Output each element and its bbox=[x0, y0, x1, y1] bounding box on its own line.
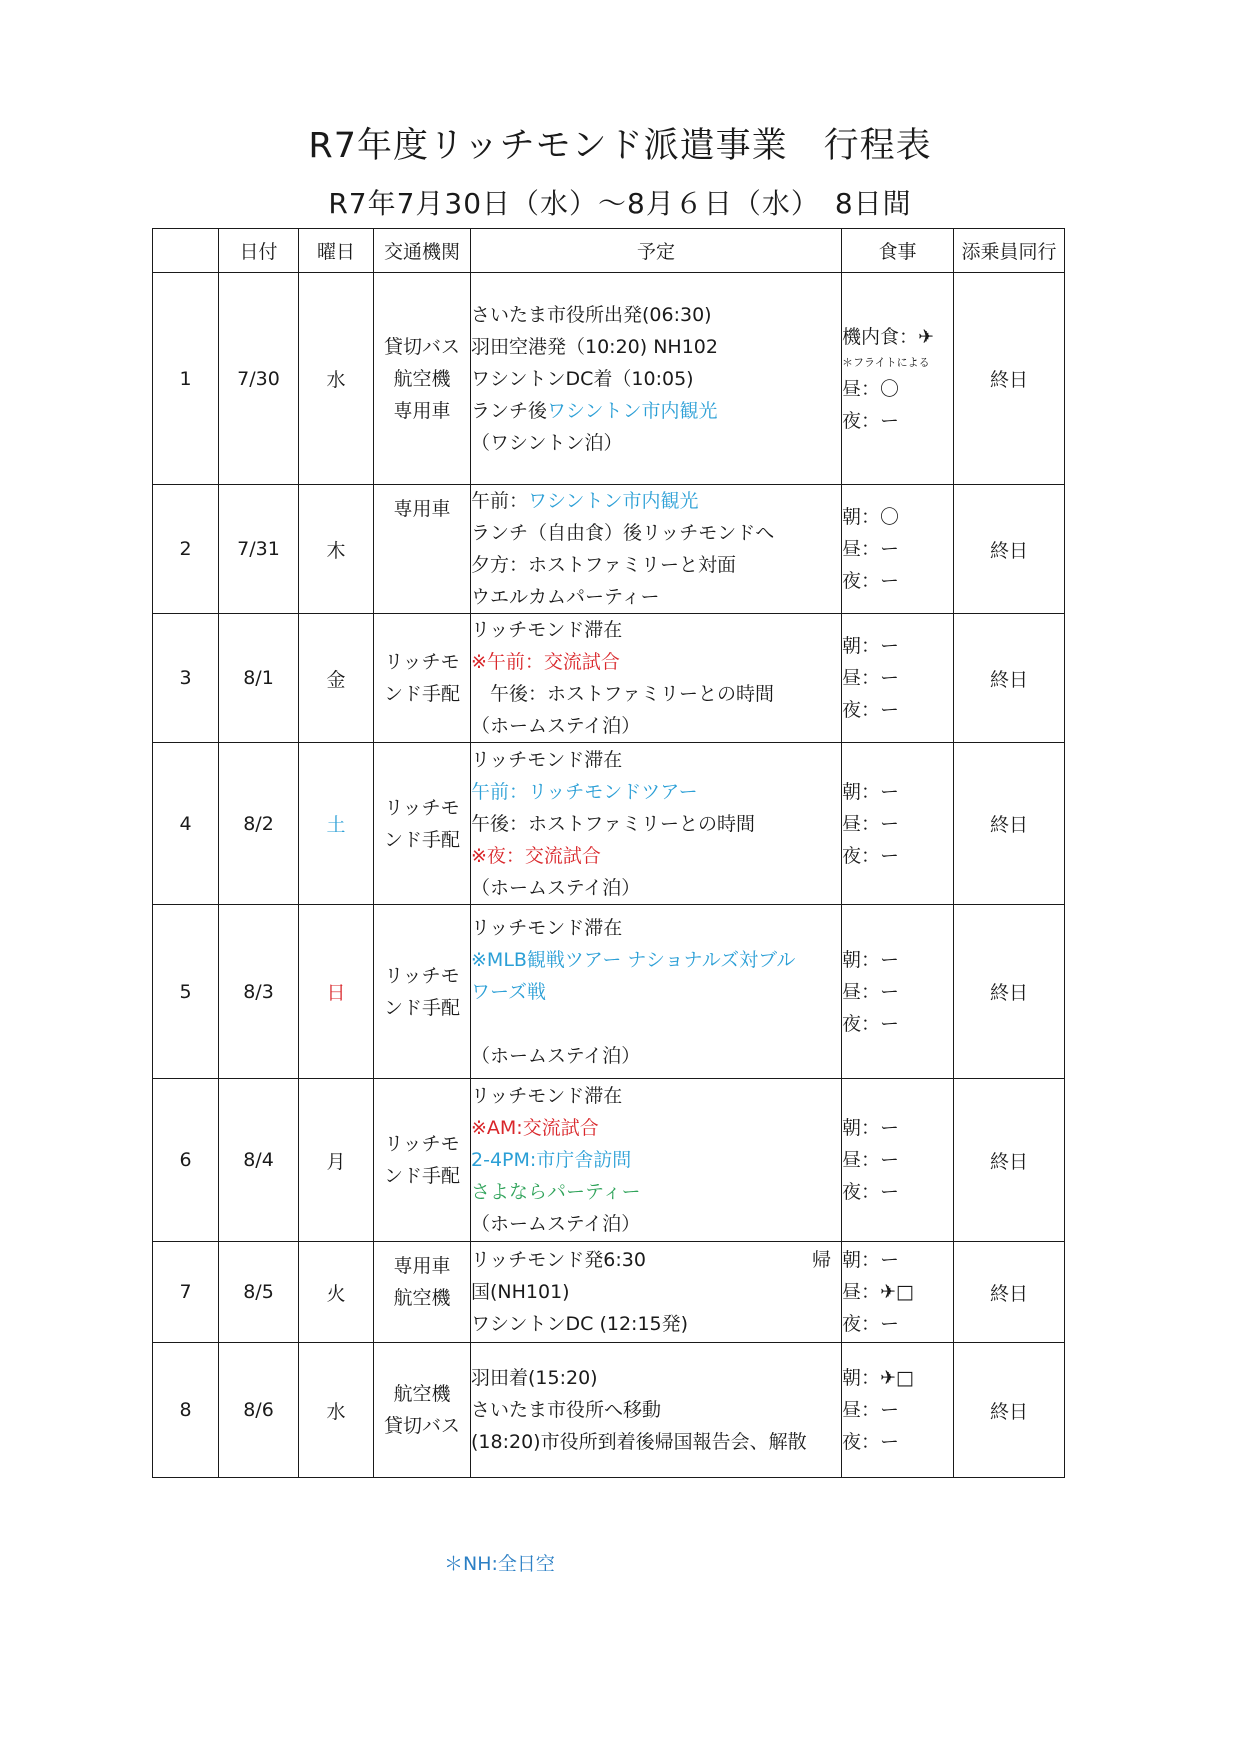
plan-line bbox=[471, 485, 841, 517]
plan-line bbox=[471, 1394, 841, 1426]
plan-line bbox=[471, 872, 841, 904]
row-plan bbox=[471, 485, 842, 614]
table-header-row bbox=[153, 229, 1065, 273]
transport-line: 航空機 bbox=[393, 1383, 451, 1405]
plan-text: ※AM:交流試合 bbox=[471, 1117, 599, 1139]
row-meals bbox=[842, 485, 954, 614]
plan-line bbox=[471, 1008, 841, 1040]
plan-line bbox=[471, 678, 841, 710]
meal-line: 昼：✈□ bbox=[842, 1281, 914, 1303]
row-escort: 終日 bbox=[954, 743, 1065, 905]
transport-line: 専用車 bbox=[393, 399, 451, 422]
row-escort: 終日 bbox=[954, 1242, 1065, 1343]
meal-line: 朝：ー bbox=[842, 1117, 900, 1139]
meal-line: 昼：ー bbox=[842, 812, 900, 835]
plan-line bbox=[471, 1362, 841, 1394]
plan-text: 午後：ホストファミリーとの時間 bbox=[471, 683, 775, 705]
plan-text: ※夜：交流試合 bbox=[471, 844, 601, 867]
row-meals bbox=[842, 1242, 954, 1343]
row-date: 8/5 bbox=[219, 1242, 299, 1343]
itinerary-table bbox=[152, 228, 1065, 1478]
meal-line: 夜：ー bbox=[842, 570, 900, 592]
table-row bbox=[153, 614, 1065, 743]
document-subtitle: R7年7月30日（水）～8月６日（水） 8日間 bbox=[328, 187, 912, 220]
plan-text: ワシントン市内観光 bbox=[547, 399, 718, 422]
plan-text: ウエルカムパーティー bbox=[471, 586, 660, 608]
transport-line: 貸切バス bbox=[383, 1415, 460, 1437]
row-transport bbox=[374, 273, 471, 485]
row-date: 8/1 bbox=[219, 614, 299, 743]
row-number: 7 bbox=[153, 1242, 219, 1343]
transport-line: リッチモ bbox=[384, 964, 460, 987]
meal-line: 夜：ー bbox=[842, 844, 900, 867]
meal-note: ＊フライトによる bbox=[842, 355, 930, 369]
row-number: 5 bbox=[153, 905, 219, 1079]
row-escort: 終日 bbox=[954, 1079, 1065, 1242]
plan-line bbox=[471, 1080, 841, 1112]
row-transport bbox=[374, 1242, 471, 1343]
plan-line bbox=[471, 944, 841, 976]
meal-line: 昼：ー bbox=[842, 667, 900, 689]
transport-line: 貸切バス bbox=[383, 335, 460, 358]
transport-line: リッチモ bbox=[384, 796, 460, 819]
row-date: 8/4 bbox=[219, 1079, 299, 1242]
row-transport bbox=[374, 485, 471, 614]
row-escort: 終日 bbox=[954, 1343, 1065, 1478]
plan-text: 夕方：ホストファミリーと対面 bbox=[471, 554, 737, 576]
plan-line bbox=[471, 976, 841, 1008]
plan-line bbox=[471, 614, 841, 646]
plan-line bbox=[471, 331, 841, 363]
plan-text: 羽田着(15:20) bbox=[471, 1367, 598, 1389]
header-transport: 交通機関 bbox=[374, 229, 471, 273]
plan-line bbox=[471, 1426, 841, 1458]
row-weekday: 土 bbox=[299, 743, 374, 905]
plan-text: （ホームステイ泊） bbox=[471, 1044, 641, 1067]
plan-line bbox=[471, 549, 841, 581]
row-escort: 終日 bbox=[954, 273, 1065, 485]
plan-text: (18:20)市役所到着後帰国報告会、解散 bbox=[471, 1431, 807, 1453]
row-meals bbox=[842, 905, 954, 1079]
header-meals: 食事 bbox=[842, 229, 954, 273]
row-number: 4 bbox=[153, 743, 219, 905]
plan-text: さいたま市役所へ移動 bbox=[471, 1399, 662, 1421]
row-date: 8/3 bbox=[219, 905, 299, 1079]
plan-text: 羽田空港発（10:20) NH102 bbox=[471, 335, 718, 358]
plan-line bbox=[471, 646, 841, 678]
row-plan bbox=[471, 1242, 842, 1343]
row-weekday: 水 bbox=[299, 273, 374, 485]
meal-line: 機内食：✈ bbox=[842, 325, 934, 348]
row-number: 8 bbox=[153, 1343, 219, 1478]
transport-line: ンド手配 bbox=[383, 1165, 460, 1187]
plan-line bbox=[471, 299, 841, 331]
plan-line bbox=[471, 1244, 841, 1276]
row-meals bbox=[842, 1079, 954, 1242]
row-transport bbox=[374, 1343, 471, 1478]
meal-line: 夜：ー bbox=[842, 409, 900, 432]
table-body bbox=[153, 273, 1065, 1478]
row-weekday: 日 bbox=[299, 905, 374, 1079]
plan-line bbox=[471, 363, 841, 395]
row-date: 8/6 bbox=[219, 1343, 299, 1478]
row-number: 1 bbox=[153, 273, 219, 485]
table-row bbox=[153, 485, 1065, 614]
meal-line: 昼：ー bbox=[842, 538, 900, 560]
plan-line bbox=[471, 1208, 841, 1240]
row-escort: 終日 bbox=[954, 905, 1065, 1079]
meal-line: 夜：ー bbox=[842, 1431, 900, 1453]
plan-text: （ホームステイ泊） bbox=[471, 1213, 641, 1235]
meal-line: 夜：ー bbox=[842, 1181, 900, 1203]
transport-line: リッチモ bbox=[384, 1133, 460, 1155]
plan-text: リッチモンド発6:30 bbox=[471, 1249, 646, 1271]
row-plan bbox=[471, 905, 842, 1079]
document-title: R7年度リッチモンド派遣事業 行程表 bbox=[308, 126, 932, 166]
plan-line bbox=[471, 1276, 841, 1308]
plan-line bbox=[471, 1308, 841, 1340]
row-transport bbox=[374, 743, 471, 905]
row-plan bbox=[471, 1343, 842, 1478]
plan-text: リッチモンド滞在 bbox=[471, 916, 623, 939]
header-escort: 添乗員同行 bbox=[954, 229, 1065, 273]
row-weekday: 月 bbox=[299, 1079, 374, 1242]
row-transport bbox=[374, 614, 471, 743]
row-weekday: 金 bbox=[299, 614, 374, 743]
plan-text: 2-4PM:市庁舎訪問 bbox=[471, 1149, 632, 1171]
plan-line bbox=[471, 1144, 841, 1176]
row-date: 7/30 bbox=[219, 273, 299, 485]
transport-line: ンド手配 bbox=[383, 828, 460, 851]
header-weekday: 曜日 bbox=[299, 229, 374, 273]
row-number: 3 bbox=[153, 614, 219, 743]
meal-line: 朝：〇 bbox=[842, 506, 900, 528]
plan-text: ※MLB観戦ツアー ナショナルズ対ブル bbox=[471, 948, 796, 971]
plan-line bbox=[471, 808, 841, 840]
plan-text: さよならパーティー bbox=[471, 1181, 641, 1203]
plan-text: ワシントン市内観光 bbox=[528, 490, 699, 512]
row-escort: 終日 bbox=[954, 485, 1065, 614]
header-plan: 予定 bbox=[471, 229, 842, 273]
meal-line: 昼：ー bbox=[842, 980, 900, 1003]
meal-line: 昼：ー bbox=[842, 1149, 900, 1171]
plan-line bbox=[471, 395, 841, 427]
plan-text: 帰 bbox=[811, 1249, 831, 1271]
plan-line bbox=[471, 1176, 841, 1208]
plan-text: ワシントンDC着（10:05) bbox=[471, 367, 694, 390]
footnote: ＊NH:全日空 bbox=[444, 1553, 555, 1575]
plan-text: リッチモンド滞在 bbox=[471, 1085, 623, 1107]
plan-line bbox=[471, 1040, 841, 1072]
row-number: 6 bbox=[153, 1079, 219, 1242]
row-meals bbox=[842, 1343, 954, 1478]
header-no bbox=[153, 229, 219, 273]
transport-line: ンド手配 bbox=[383, 683, 460, 705]
meal-line: 朝：ー bbox=[842, 780, 900, 803]
plan-text: ランチ後 bbox=[471, 399, 548, 422]
row-date: 7/31 bbox=[219, 485, 299, 614]
meal-line: 昼：〇 bbox=[842, 377, 900, 400]
row-plan bbox=[471, 1079, 842, 1242]
transport-line: 航空機 bbox=[393, 367, 451, 390]
plan-line bbox=[471, 776, 841, 808]
plan-text: （ホームステイ泊） bbox=[471, 715, 641, 737]
table-row bbox=[153, 273, 1065, 485]
table-row bbox=[153, 743, 1065, 905]
plan-text: ワーズ戦 bbox=[471, 980, 547, 1003]
row-meals bbox=[842, 614, 954, 743]
plan-line bbox=[471, 840, 841, 872]
plan-line bbox=[471, 912, 841, 944]
header-date: 日付 bbox=[219, 229, 299, 273]
table-row bbox=[153, 1079, 1065, 1242]
row-transport bbox=[374, 1079, 471, 1242]
row-weekday: 水 bbox=[299, 1343, 374, 1478]
row-plan bbox=[471, 273, 842, 485]
row-weekday: 木 bbox=[299, 485, 374, 614]
plan-text: 国(NH101) bbox=[471, 1281, 570, 1303]
transport-line: リッチモ bbox=[384, 651, 460, 673]
transport-line: ンド手配 bbox=[383, 996, 460, 1019]
transport-line: 専用車 bbox=[393, 1255, 451, 1277]
row-escort: 終日 bbox=[954, 614, 1065, 743]
meal-line: 朝：ー bbox=[842, 635, 900, 657]
meal-line: 朝：ー bbox=[842, 1249, 900, 1271]
plan-text: リッチモンド滞在 bbox=[471, 619, 623, 641]
plan-line bbox=[471, 581, 841, 613]
plan-text: （ホームステイ泊） bbox=[471, 876, 641, 899]
meal-line: 朝：✈□ bbox=[842, 1367, 914, 1389]
row-transport bbox=[374, 905, 471, 1079]
meal-line: 夜：ー bbox=[842, 1313, 900, 1335]
row-meals bbox=[842, 743, 954, 905]
plan-text: 午前：リッチモンドツアー bbox=[471, 780, 698, 803]
row-plan bbox=[471, 743, 842, 905]
row-weekday: 火 bbox=[299, 1242, 374, 1343]
table-row bbox=[153, 1242, 1065, 1343]
transport-line: 専用車 bbox=[393, 498, 451, 520]
plan-text: ワシントンDC (12:15発) bbox=[471, 1313, 689, 1335]
plan-line bbox=[471, 744, 841, 776]
meal-line: 朝：ー bbox=[842, 948, 900, 971]
plan-line bbox=[471, 427, 841, 459]
meal-line: 夜：ー bbox=[842, 1012, 900, 1035]
meal-line: 夜：ー bbox=[842, 699, 900, 721]
row-date: 8/2 bbox=[219, 743, 299, 905]
table-row bbox=[153, 905, 1065, 1079]
meal-line: 昼：ー bbox=[842, 1399, 900, 1421]
row-number: 2 bbox=[153, 485, 219, 614]
plan-text: さいたま市役所出発(06:30) bbox=[471, 303, 712, 326]
plan-text: 午後：ホストファミリーとの時間 bbox=[471, 812, 756, 835]
plan-line bbox=[471, 517, 841, 549]
row-plan bbox=[471, 614, 842, 743]
plan-text: リッチモンド滞在 bbox=[471, 748, 623, 771]
plan-text: （ワシントン泊） bbox=[471, 431, 623, 454]
transport-line: 航空機 bbox=[393, 1287, 451, 1309]
plan-line bbox=[471, 710, 841, 742]
plan-line bbox=[471, 1112, 841, 1144]
plan-text: ランチ（自由食）後リッチモンドへ bbox=[471, 522, 775, 544]
row-meals bbox=[842, 273, 954, 485]
plan-text: 午前： bbox=[471, 490, 529, 512]
plan-text: ※午前：交流試合 bbox=[471, 651, 620, 673]
table-row bbox=[153, 1343, 1065, 1478]
